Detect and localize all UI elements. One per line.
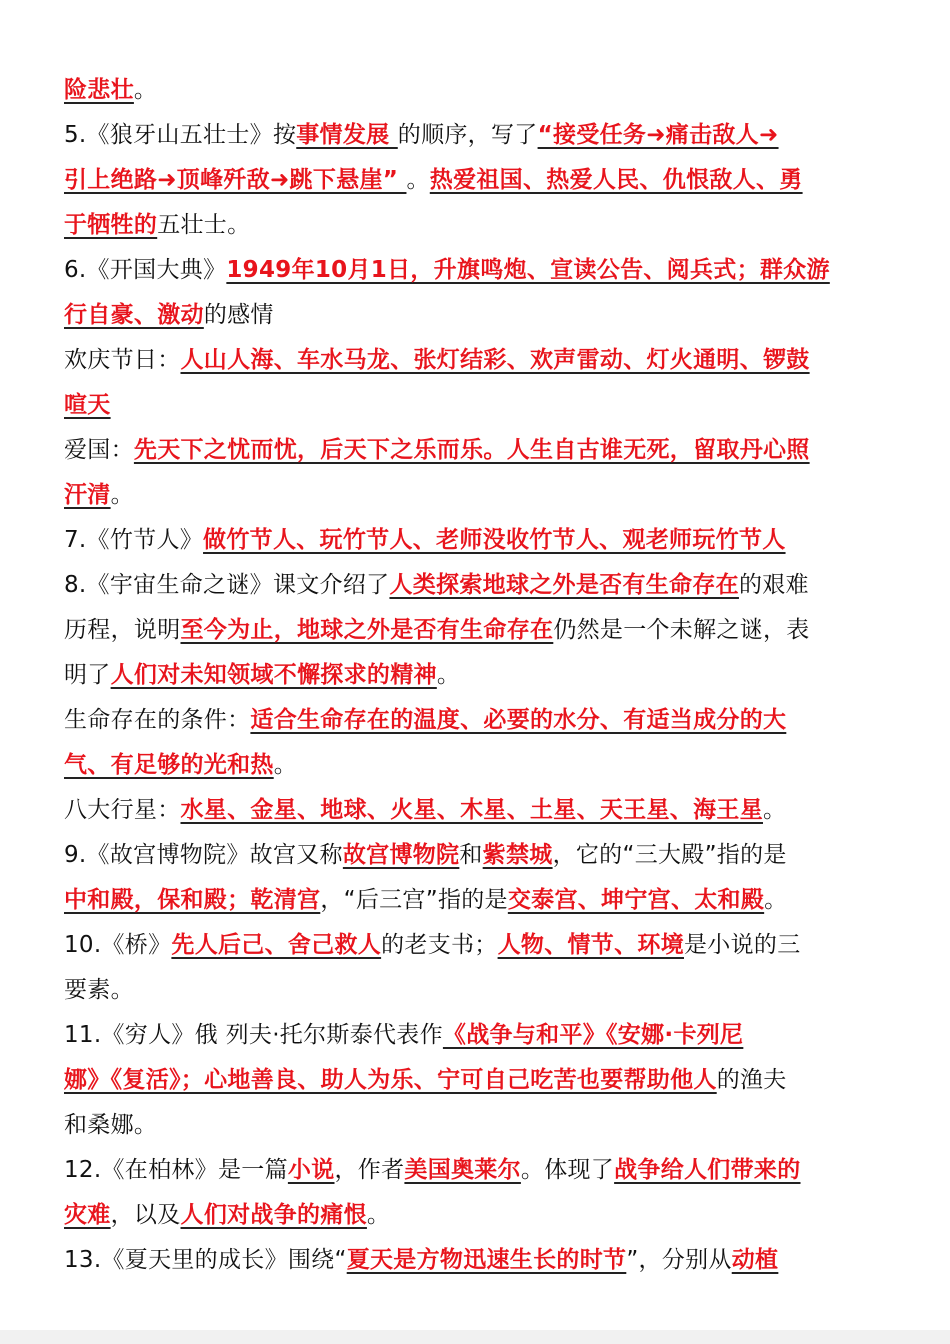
question-text: 八大行星： (64, 797, 181, 823)
text-line (64, 203, 888, 248)
answer-text: 《战争与和平》《安娜·卡列尼 (442, 1022, 744, 1048)
text-line (64, 878, 888, 923)
answer-text: 气、有足够的光和热 (64, 752, 274, 778)
answer-text: 水星、金星、地球、火星、木星、土星、天王星、海王星 (180, 797, 763, 823)
question-text: 明了 (64, 662, 111, 688)
text-line (64, 113, 888, 158)
answer-text: 小说 (287, 1157, 335, 1183)
answer-text: 先人后己、舍己救人 (171, 932, 382, 958)
answer-text: “接受任务➜痛击敌人➜ (537, 122, 779, 148)
answer-text: 中和殿，保和殿；乾清宫 (64, 887, 321, 913)
question-text: 。 (366, 1202, 391, 1228)
question-text: ，“后三宫”指的是 (320, 887, 508, 913)
answer-text: 人们对未知领域不懈探求的精神 (110, 662, 437, 688)
text-line (64, 608, 888, 653)
text-line (64, 68, 888, 113)
text-line (64, 338, 888, 383)
question-text: 和桑娜。 (64, 1112, 158, 1138)
question-text: 。体现了 (520, 1157, 615, 1183)
text-line (64, 698, 888, 743)
text-line (64, 788, 888, 833)
question-text: 7.《竹节人》 (64, 527, 204, 553)
question-text: 12.《在柏林》是一篇 (64, 1157, 288, 1183)
document-content (64, 68, 888, 1283)
text-line (64, 248, 888, 293)
question-text: 的艰难 (738, 572, 809, 598)
answer-text: 适合生命存在的温度、必要的水分、有适当成分的大 (250, 707, 787, 733)
text-line (64, 833, 888, 878)
question-text: ”，分别从 (626, 1247, 732, 1273)
question-text: ，以及 (110, 1202, 181, 1228)
question-text: 的顺序，写了 (397, 122, 538, 148)
question-text: ，它的“三大殿”指的是 (552, 842, 787, 868)
answer-text: 人们对战争的痛恨 (180, 1202, 367, 1228)
question-text: 和 (459, 842, 483, 868)
text-line (64, 428, 888, 473)
question-text: 生命存在的条件： (64, 707, 251, 733)
answer-text: 至今为止，地球之外是否有生命存在 (180, 617, 554, 643)
answer-text: 动植 (731, 1247, 779, 1273)
answer-text: 夏天是方物迅速生长的时节 (346, 1247, 627, 1273)
answer-text: 引上绝路➜顶峰歼敌➜跳下悬崖” (64, 167, 407, 193)
text-line (64, 968, 888, 1013)
answer-text: 人类探索地球之外是否有生命存在 (389, 572, 739, 598)
text-line (64, 923, 888, 968)
answer-text: 灾难 (64, 1202, 111, 1228)
question-text: 的感情 (203, 302, 274, 328)
question-text: 爱国： (64, 437, 134, 463)
text-line (64, 518, 888, 563)
answer-text: 娜》《复活》；心地善良、助人为乐、宁可自己吃苦也要帮助他人 (64, 1067, 717, 1093)
question-text: 。 (133, 77, 158, 103)
question-text: 13.《夏天里的成长》围绕“ (64, 1247, 347, 1273)
answer-text: 喧天 (64, 392, 111, 418)
question-text: 仍然是一个未解之谜，表 (553, 617, 810, 643)
answer-text: 行自豪、激动 (64, 302, 204, 328)
question-text: 5.《狼牙山五壮士》按 (64, 122, 297, 148)
answer-text: 1949年10月1日，升旗鸣炮、宣读公告、阅兵式；群众游 (226, 257, 830, 283)
text-line (64, 743, 888, 788)
answer-text: 故宫博物院 (342, 842, 460, 868)
question-text: 9.《故宫博物院》故宫又称 (64, 842, 343, 868)
text-line (64, 383, 888, 428)
question-text: 是小说的三 (684, 932, 801, 958)
text-line (64, 563, 888, 608)
text-line (64, 653, 888, 698)
question-text: 。 (273, 752, 298, 778)
text-line (64, 293, 888, 338)
question-text: 8.《宇宙生命之谜》课文介绍了 (64, 572, 390, 598)
answer-text: 做竹节人、玩竹节人、老师没收竹节人、观老师玩竹节人 (203, 527, 786, 553)
answer-text: 人山人海、车水马龙、张灯结彩、欢声雷动、灯火通明、锣鼓 (180, 347, 810, 373)
answer-text: 险悲壮 (64, 77, 134, 103)
text-line (64, 1193, 888, 1238)
question-text: 10.《桥》 (64, 932, 172, 958)
question-text: 。 (110, 482, 134, 508)
bottom-scroll-area (0, 1330, 950, 1344)
answer-text: 紫禁城 (482, 842, 553, 868)
answer-text: 汗清 (64, 482, 111, 508)
question-text: 欢庆节日： (64, 347, 181, 373)
answer-text: 交泰宫、坤宁宫、太和殿 (507, 887, 765, 913)
question-text: 。 (406, 167, 430, 193)
text-line (64, 158, 888, 203)
question-text: 。 (436, 662, 461, 688)
question-text: 的老支书； (381, 932, 498, 958)
question-text: 6.《开国大典》 (64, 257, 227, 283)
question-text: 11.《穷人》俄 列夫·托尔斯泰代表作 (64, 1022, 443, 1048)
answer-text: 热爱祖国、热爱人民、仇恨敌人、勇 (429, 167, 803, 193)
text-line (64, 1058, 888, 1103)
answer-text: 人物、情节、环境 (497, 932, 684, 958)
text-line (64, 1103, 888, 1148)
answer-text: 战争给人们带来的 (614, 1157, 801, 1183)
text-line (64, 1238, 888, 1283)
answer-text: 于牺牲的 (64, 212, 158, 238)
question-text: 历程，说明 (64, 617, 181, 643)
text-line (64, 473, 888, 518)
answer-text: 事情发展 (296, 122, 398, 148)
question-text: 。 (763, 797, 787, 823)
text-line (64, 1013, 888, 1058)
question-text: 五壮士。 (157, 212, 251, 238)
question-text: 要素。 (64, 977, 134, 1003)
question-text: 的渔夫 (716, 1067, 787, 1093)
answer-text: 先天下之忧而忧，后天下之乐而乐。人生自古谁无死，留取丹心照 (133, 437, 810, 463)
answer-text: 美国奥莱尔 (404, 1157, 521, 1183)
text-line (64, 1148, 888, 1193)
question-text: ，作者 (334, 1157, 405, 1183)
question-text: 。 (764, 887, 788, 913)
